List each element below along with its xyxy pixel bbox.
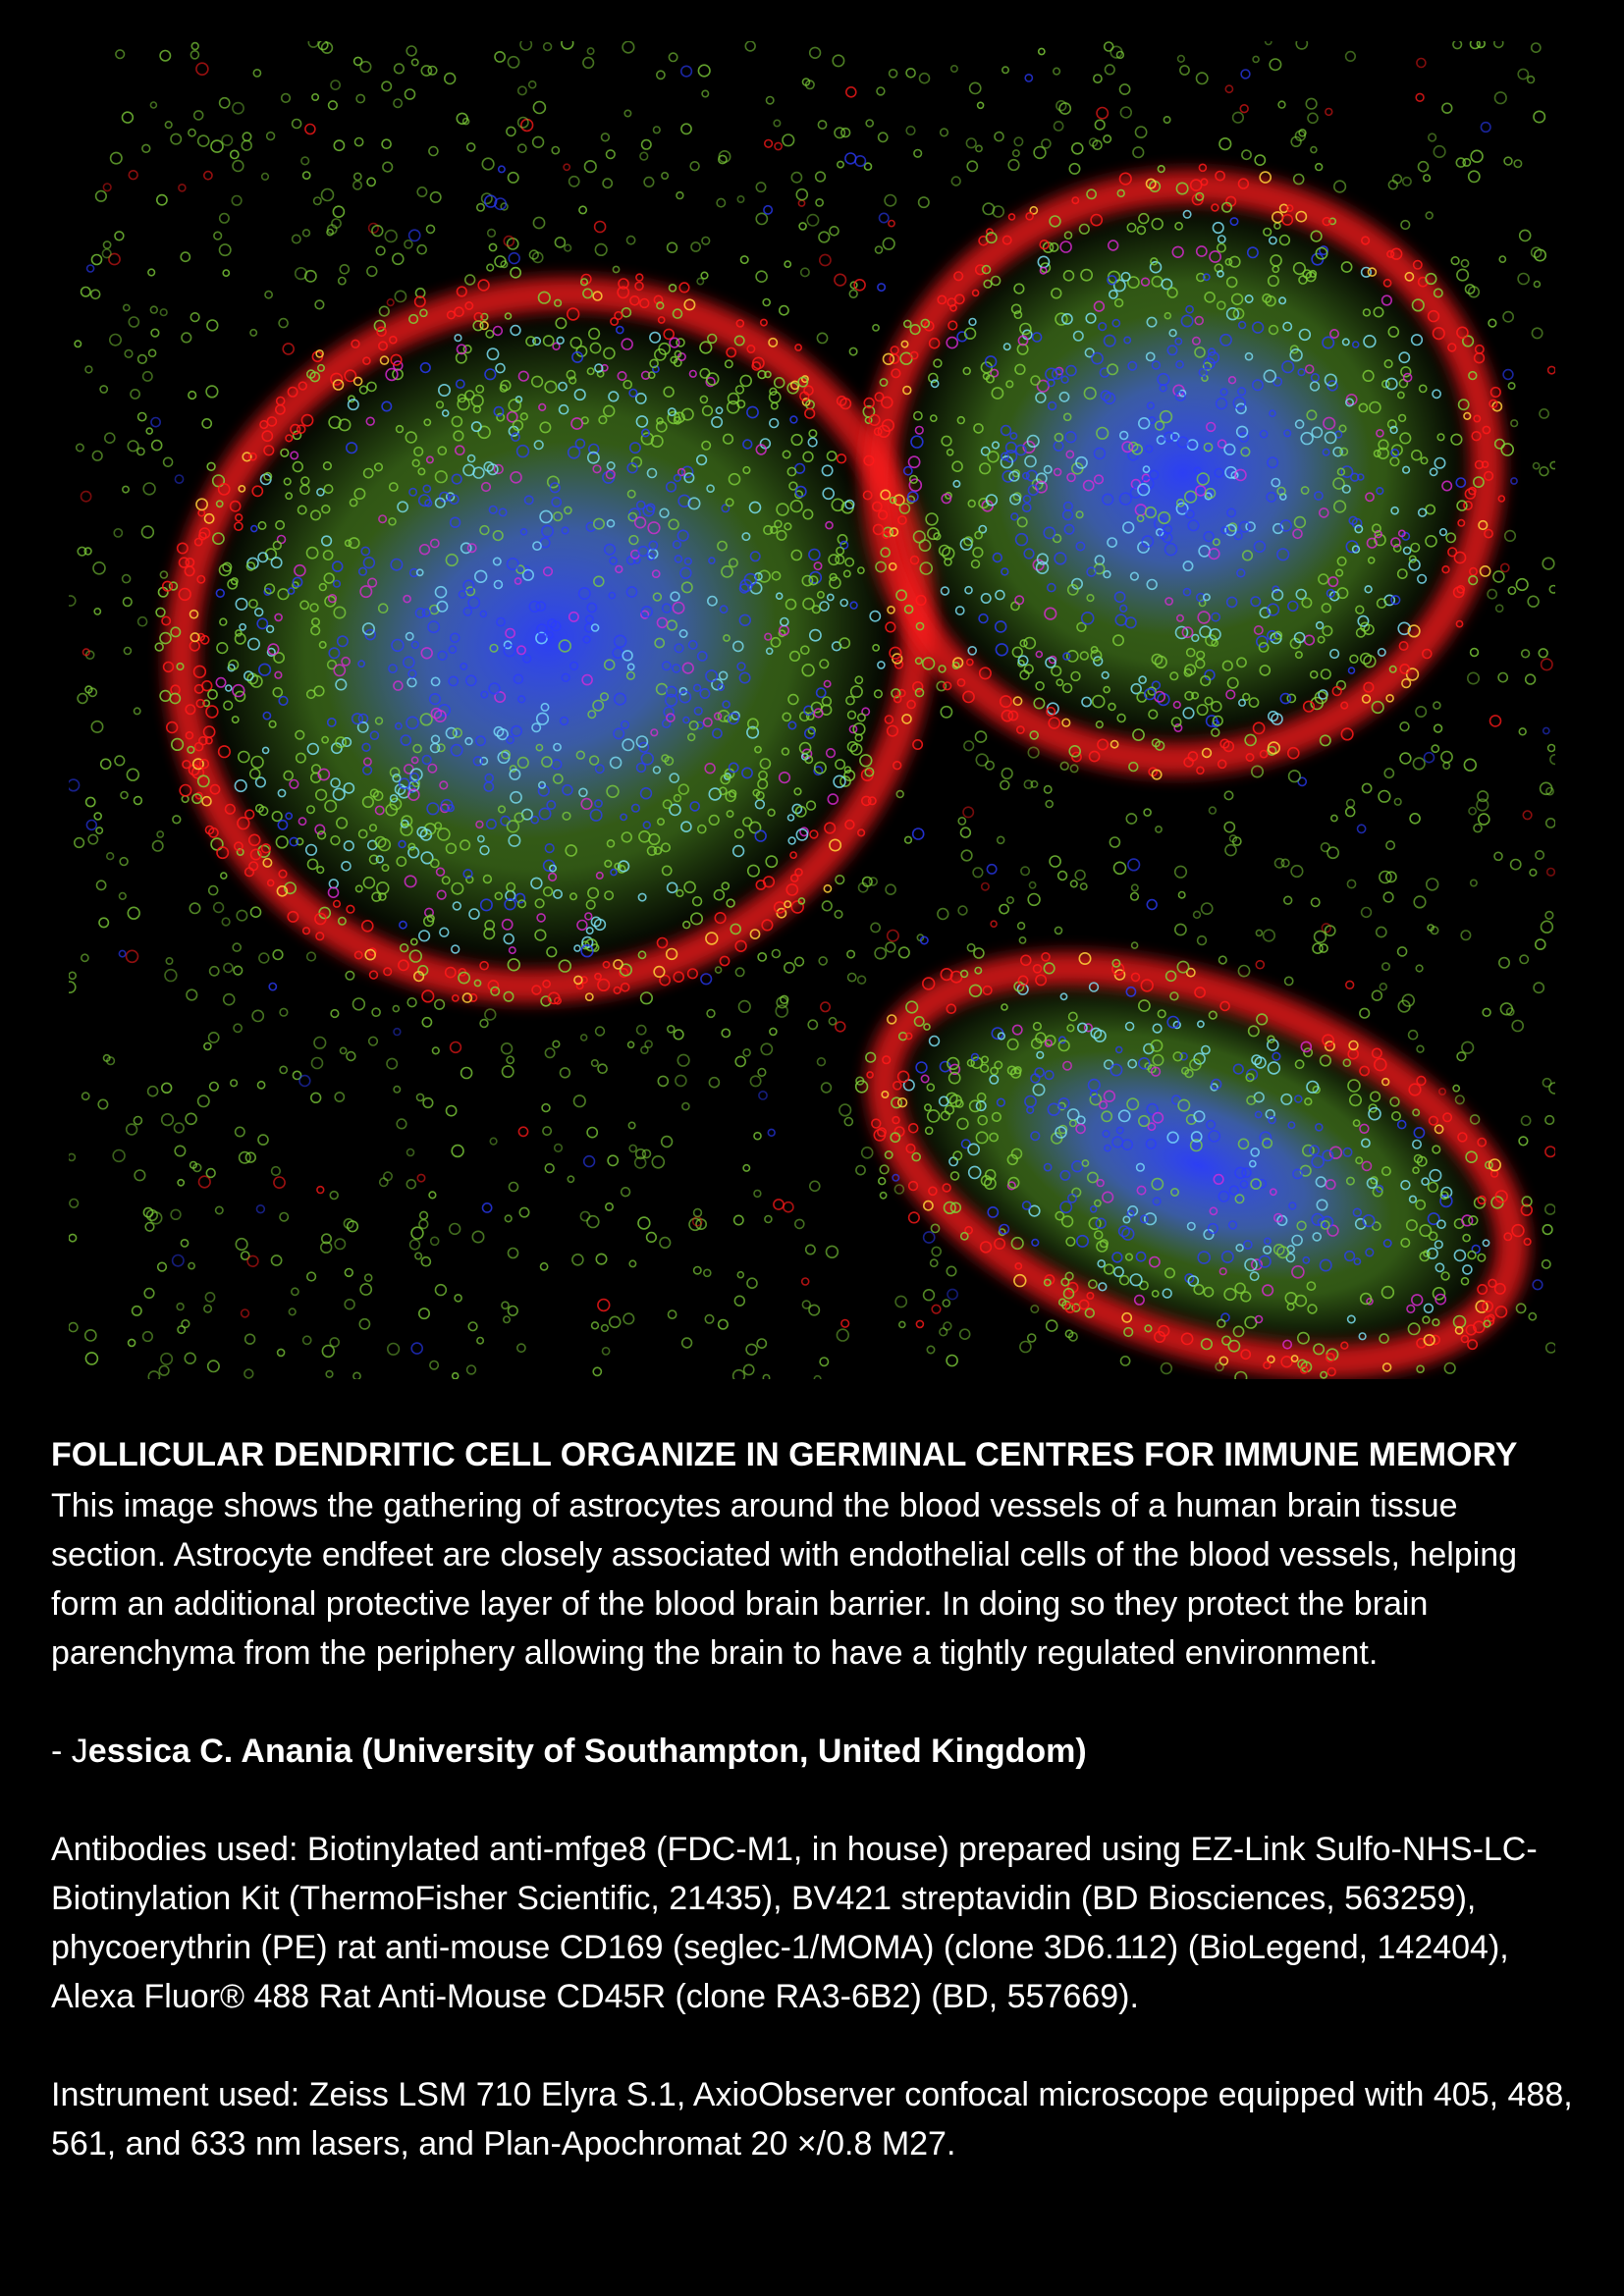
caption-credit bbox=[51, 1727, 1573, 1776]
credit-prefix: - J bbox=[51, 1733, 88, 1770]
caption-title: FOLLICULAR DENDRITIC CELL ORGANIZE IN GERMINAL CENTRES FOR IMMUNE MEMORY bbox=[51, 1436, 1518, 1473]
instrument-text: Instrument used: Zeiss LSM 710 Elyra S.1, AxioObserver confocal microscope equipped with 405, 488, 561, and 633 nm lasers, and Plan-Apochromat 20 ×/0.8 M27. bbox=[51, 2076, 1573, 2163]
caption-block bbox=[51, 1428, 1573, 2217]
antibodies-text: Antibodies used: Biotinylated anti-mfge8 (FDC-M1, in house) prepared using EZ-Link Sulfo-NHS-LC-Biotinylation Kit (ThermoFisher Scientific, 21435), BV421 streptavidin (BD Biosciences, 563259), phycoerythrin (PE) rat anti-mouse CD169 (seglec-1/MOMA) (clone 3D6.112) (BioLegend, 142404), Alexa Fluor® 488 Rat Anti-Mouse CD45R (clone RA3-6B2) (BD, 557669). bbox=[51, 1831, 1538, 2015]
micrograph-svg bbox=[69, 41, 1555, 1379]
caption-description: This image shows the gathering of astrocytes around the blood vessels of a human brain tissue section. Astrocyte endfeet are closely associated with endothelial cells of the blood vessels, helping form an additional protective layer of the blood brain barrier. In doing so they protect the brain parenchyma from the periphery allowing the brain to have a tightly regulated environment. bbox=[51, 1487, 1518, 1672]
credit-name: essica C. Anania (University of Southampton, United Kingdom) bbox=[87, 1733, 1087, 1770]
micrograph-image bbox=[69, 41, 1555, 1379]
